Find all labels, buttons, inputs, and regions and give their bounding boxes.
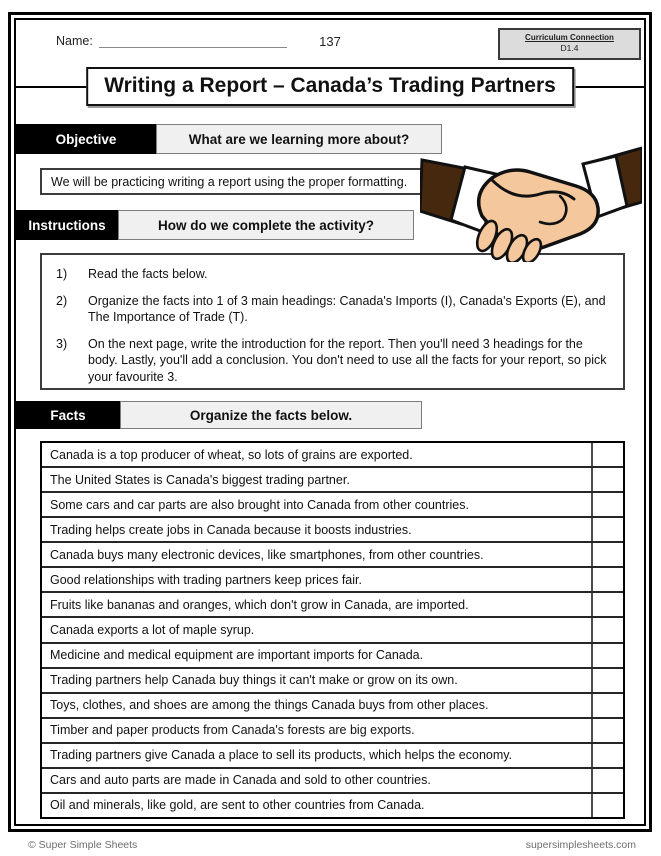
fact-text: Timber and paper products from Canada's forests are big exports. xyxy=(50,723,415,738)
fact-row xyxy=(42,518,623,543)
worksheet-page xyxy=(8,12,652,832)
curriculum-connection-box xyxy=(498,28,641,60)
facts-label: Facts xyxy=(16,401,120,429)
instructions-question: How do we complete the activity? xyxy=(118,210,414,240)
instruction-step xyxy=(56,336,613,386)
instructions-header-row xyxy=(16,210,414,240)
step-number: 1) xyxy=(56,267,68,281)
fact-row xyxy=(42,593,623,618)
step-number: 3) xyxy=(56,336,68,351)
fact-answer-cell[interactable] xyxy=(591,769,623,792)
fact-text: Good relationships with trading partners keep prices fair. xyxy=(50,572,362,587)
handshake-icon xyxy=(420,144,642,262)
fact-text: Cars and auto parts are made in Canada and sold to other countries. xyxy=(50,773,431,788)
fact-row xyxy=(42,719,623,744)
curriculum-connection-title: Curriculum Connection xyxy=(525,33,614,42)
instructions-label: Instructions xyxy=(16,210,118,240)
fact-row xyxy=(42,493,623,518)
fact-row xyxy=(42,543,623,568)
page-number: 137 xyxy=(319,34,341,49)
fact-text: Canada exports a lot of maple syrup. xyxy=(50,622,255,637)
fact-text: The United States is Canada's biggest trading partner. xyxy=(50,472,350,487)
instruction-step xyxy=(56,293,613,326)
fact-row xyxy=(42,744,623,769)
fact-text: Trading partners help Canada buy things it can't make or grow on its own. xyxy=(50,673,458,688)
step-number: 2) xyxy=(56,293,68,308)
fact-answer-cell[interactable] xyxy=(591,744,623,767)
fact-row xyxy=(42,769,623,794)
step-text: Organize the facts into 1 of 3 main headings: Canada's Imports (I), Canada's Exports (E), and The Importance of Trade (T). xyxy=(88,293,606,324)
instructions-box xyxy=(40,253,625,390)
fact-text: Canada buys many electronic devices, like smartphones, from other countries. xyxy=(50,547,484,562)
fact-answer-cell[interactable] xyxy=(591,669,623,692)
fact-answer-cell[interactable] xyxy=(591,644,623,667)
step-text: On the next page, write the introduction for the report. Then you'll need 3 headings for the body. Lastly, you'll add a conclusion. You don't need to use all the facts for your report, so pick your favourite 3. xyxy=(88,336,607,384)
page-title: Writing a Report – Canada’s Trading Partners xyxy=(86,67,574,106)
fact-text: Some cars and car parts are also brought into Canada from other countries. xyxy=(50,497,469,512)
fact-text: Oil and minerals, like gold, are sent to other countries from Canada. xyxy=(50,798,425,813)
fact-answer-cell[interactable] xyxy=(591,543,623,566)
fact-row xyxy=(42,618,623,643)
fact-answer-cell[interactable] xyxy=(591,719,623,742)
fact-row xyxy=(42,669,623,694)
objective-statement-box: We will be practicing writing a report using the proper formatting. xyxy=(40,168,474,195)
fact-answer-cell[interactable] xyxy=(591,468,623,491)
fact-answer-cell[interactable] xyxy=(591,518,623,541)
facts-question: Organize the facts below. xyxy=(120,401,422,429)
instruction-step xyxy=(56,266,613,283)
worksheet-page-inner xyxy=(14,18,646,826)
fact-answer-cell[interactable] xyxy=(591,593,623,616)
fact-text: Toys, clothes, and shoes are among the things Canada buys from other places. xyxy=(50,698,489,713)
fact-answer-cell[interactable] xyxy=(591,794,623,817)
fact-text: Medicine and medical equipment are important imports for Canada. xyxy=(50,648,424,663)
name-label: Name: xyxy=(56,34,93,48)
fact-answer-cell[interactable] xyxy=(591,618,623,641)
step-text: Read the facts below. xyxy=(88,267,208,281)
fact-text: Fruits like bananas and oranges, which don't grow in Canada, are imported. xyxy=(50,597,469,612)
fact-answer-cell[interactable] xyxy=(591,443,623,466)
objective-header-row xyxy=(16,124,442,154)
fact-row xyxy=(42,644,623,669)
objective-question: What are we learning more about? xyxy=(156,124,442,154)
fact-row xyxy=(42,568,623,593)
fact-row xyxy=(42,694,623,719)
fact-row xyxy=(42,794,623,817)
fact-answer-cell[interactable] xyxy=(591,694,623,717)
fact-text: Canada is a top producer of wheat, so lots of grains are exported. xyxy=(50,447,413,462)
footer-copyright: © Super Simple Sheets xyxy=(28,839,138,851)
fact-text: Trading helps create jobs in Canada because it boosts industries. xyxy=(50,522,412,537)
footer-website: supersimplesheets.com xyxy=(525,839,636,851)
facts-header-row xyxy=(16,401,422,429)
fact-text: Trading partners give Canada a place to sell its products, which helps the economy. xyxy=(50,748,513,763)
facts-table xyxy=(40,441,625,819)
objective-label: Objective xyxy=(16,124,156,154)
fact-row xyxy=(42,468,623,493)
curriculum-connection-code: D1.4 xyxy=(560,43,579,54)
fact-row xyxy=(42,443,623,468)
fact-answer-cell[interactable] xyxy=(591,568,623,591)
fact-answer-cell[interactable] xyxy=(591,493,623,516)
